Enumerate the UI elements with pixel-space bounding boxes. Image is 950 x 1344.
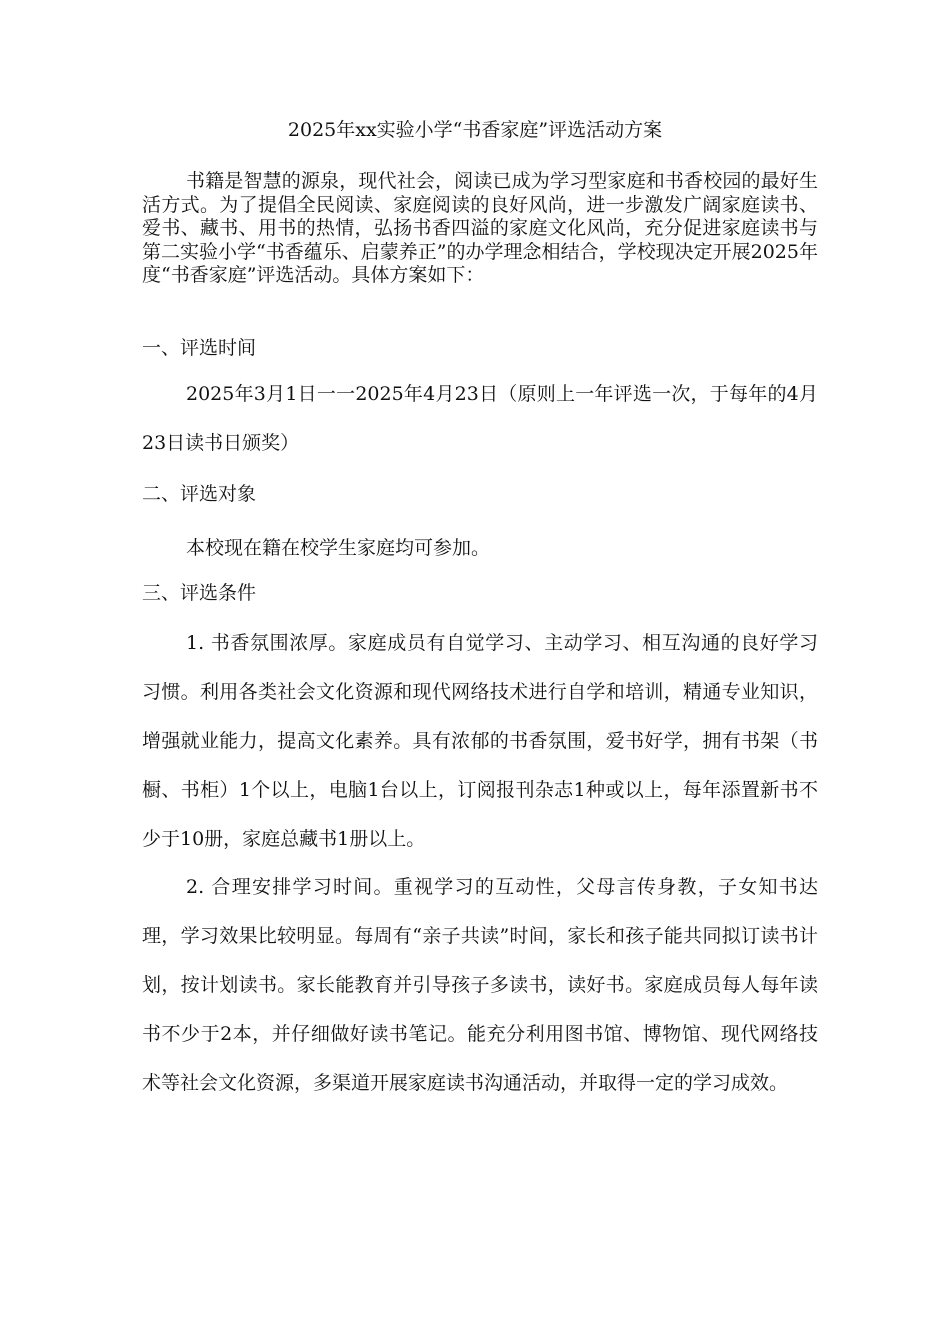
intro-paragraph: 书籍是智慧的源泉，现代社会，阅读已成为学习型家庭和书香校园的最好生活方式。为了提倡全民阅读、家庭阅读的良好风尚，进一步激发广阔家庭读书、爱书、藏书、用书的热情，弘扬书香四溢的家庭文化风尚，充分促进家庭读书与第二实验小学“书香蕴乐、启蒙养正”的办学理念相结合，学校现决定开展2025年度“书香家庭”评选活动。具体方案如下： (142, 170, 818, 286)
paragraph-evaluation-target: 本校现在籍在校学生家庭均可参加。 (186, 537, 491, 559)
paragraph-condition-2: 2. 合理安排学习时间。重视学习的互动性，父母言传身教，子女知书达理，学习效果比较明显。每周有“亲子共读”时间，家长和孩子能共同拟订读书计划，按计划读书。家长能教育并引导孩子多读书，读好书。家庭成员每人每年读书不少于2本，并仔细做好读书笔记。能充分利用图书馆、博物馆、现代网络技术等社会文化资源，多渠道开展家庭读书沟通活动，并取得一定的学习成效。 (142, 876, 818, 1094)
document-title: 2025年xx实验小学“书香家庭”评选活动方案 (287, 119, 663, 141)
section-heading-time: 一、评选时间 (142, 337, 257, 359)
section-heading-conditions: 三、评选条件 (142, 582, 257, 604)
paragraph-condition-1: 1. 书香氛围浓厚。家庭成员有自觉学习、主动学习、相互沟通的良好学习习惯。利用各类社会文化资源和现代网络技术进行自学和培训，精通专业知识，增强就业能力，提高文化素养。具有浓郁的书香氛围，爱书好学，拥有书架（书橱、书柜）1个以上，电脑1台以上，订阅报刊杂志1种或以上，每年添置新书不少于10册，家庭总藏书1册以上。 (142, 632, 818, 850)
paragraph-evaluation-time: 2025年3月1日一一2025年4月23日（原则上一年评选一次，于每年的4月23日读书日颁奖） (142, 383, 818, 454)
section-heading-target: 二、评选对象 (142, 483, 257, 505)
